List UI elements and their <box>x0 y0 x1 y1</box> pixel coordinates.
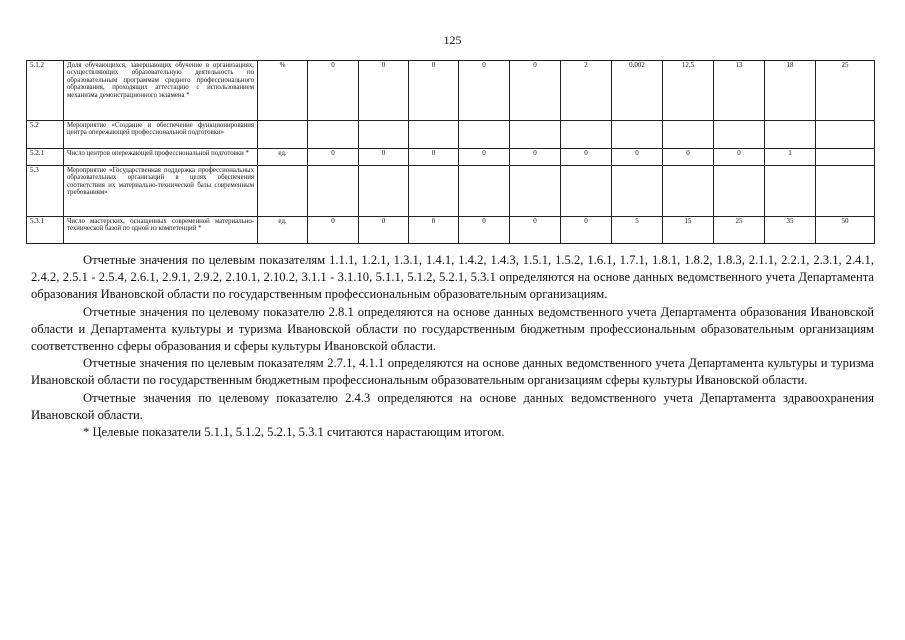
row-value-10: 1 <box>765 149 816 166</box>
row-value-9: 0 <box>714 149 765 166</box>
row-value-6 <box>561 121 612 149</box>
row-name: Мероприятие «Создание и обеспечение функционирования центра опережающей профессиональной подготовки» <box>64 121 258 149</box>
row-value-8: 12,5 <box>663 61 714 121</box>
row-unit: ед. <box>258 149 308 166</box>
note-paragraph-1: Отчетные значения по целевым показателям 1.1.1, 1.2.1, 1.3.1, 1.4.1, 1.4.2, 1.4.3, 1.5.1, 1.5.2, 1.6.1, 1.7.1, 1.8.1, 1.8.2, 1.8.3, 2.1.1, 2.2.1, 2.3.1, 2.4.1, 2.4.2, 2.5.1 - 2.5.4, 2.6.1, 2.9.1, 2.9.2, 2.10.1, 2.10.2, 3.1.1 - 3.1.10, 5.1.1, 5.1.2, 5.2.1, 5.3.1 определяются на основе данных ведомственного учета Департамента образования Ивановской области по государственным профессиональным образовательным организациям. <box>31 253 874 302</box>
row-value-2 <box>359 166 409 217</box>
row-value-7: 0 <box>612 149 663 166</box>
row-value-9: 13 <box>714 61 765 121</box>
row-value-2: 0 <box>359 149 409 166</box>
row-name: Число мастерских, оснащенных современной материально-технической базой по одной из компетенций * <box>64 217 258 244</box>
row-value-11 <box>816 166 875 217</box>
table-row <box>27 121 905 149</box>
row-value-5: 0 <box>510 217 561 244</box>
row-value-11: 25 <box>816 61 875 121</box>
row-unit <box>258 121 308 149</box>
row-name: Мероприятие «Государственная поддержка профессиональных образовательных организаций в целях обеспечения соответствия их материально-технической базы современным требованиям» <box>64 166 258 217</box>
row-value-11: 50 <box>816 217 875 244</box>
row-value-4: 0 <box>459 217 510 244</box>
row-value-5: 0 <box>510 149 561 166</box>
row-value-3: 0 <box>409 217 459 244</box>
row-code: 5.2.1 <box>27 149 64 166</box>
row-value-8: 0 <box>663 149 714 166</box>
indicator-table <box>26 60 905 244</box>
row-unit: ед. <box>258 217 308 244</box>
row-value-6: 0 <box>561 149 612 166</box>
page-number: 125 <box>443 33 462 47</box>
row-code: 5.3 <box>27 166 64 217</box>
table-row <box>27 149 905 166</box>
notes-text <box>31 252 874 441</box>
row-value-4 <box>459 121 510 149</box>
row-value-8 <box>663 121 714 149</box>
row-value-2: 0 <box>359 61 409 121</box>
row-code: 5.2 <box>27 121 64 149</box>
row-value-5 <box>510 166 561 217</box>
row-value-11 <box>816 149 875 166</box>
table-row <box>27 61 905 121</box>
row-value-3 <box>409 166 459 217</box>
row-name: Доля обучающихся, завершающих обучение в организациях, осуществляющих образовательную деятельность по образовательным программам среднего профессионального образования, проходящих аттестацию с использованием механизма демонстрационного экзамена * <box>64 61 258 121</box>
row-value-10: 18 <box>765 61 816 121</box>
row-value-7: 5 <box>612 217 663 244</box>
row-value-7 <box>612 166 663 217</box>
row-value-6: 0 <box>561 217 612 244</box>
row-value-11 <box>816 121 875 149</box>
row-value-3: 0 <box>409 149 459 166</box>
row-code: 5.1.2 <box>27 61 64 121</box>
row-value-9: 25 <box>714 217 765 244</box>
row-value-4: 0 <box>459 61 510 121</box>
row-unit: % <box>258 61 308 121</box>
row-value-8: 15 <box>663 217 714 244</box>
row-value-9 <box>714 121 765 149</box>
row-value-3: 0 <box>409 61 459 121</box>
row-value-10 <box>765 166 816 217</box>
row-value-5 <box>510 121 561 149</box>
row-value-5: 0 <box>510 61 561 121</box>
footnote: * Целевые показатели 5.1.1, 5.1.2, 5.2.1, 5.3.1 считаются нарастающим итогом. <box>83 425 505 440</box>
row-value-3 <box>409 121 459 149</box>
row-value-1 <box>308 121 359 149</box>
row-value-1: 0 <box>308 217 359 244</box>
row-value-8 <box>663 166 714 217</box>
row-value-7 <box>612 121 663 149</box>
row-value-1 <box>308 166 359 217</box>
table-row <box>27 217 905 244</box>
row-name: Число центров опережающей профессиональной подготовки * <box>64 149 258 166</box>
row-value-2: 0 <box>359 217 409 244</box>
row-value-6 <box>561 166 612 217</box>
row-value-9 <box>714 166 765 217</box>
row-value-1: 0 <box>308 149 359 166</box>
row-value-10: 35 <box>765 217 816 244</box>
row-value-10 <box>765 121 816 149</box>
row-value-4: 0 <box>459 149 510 166</box>
row-value-6: 2 <box>561 61 612 121</box>
row-value-4 <box>459 166 510 217</box>
note-paragraph-2: Отчетные значения по целевому показателю 2.8.1 определяются на основе данных ведомственного учета Департамента образования Ивановской области и Департамента культуры и туризма Ивановской области по государственным бюджетным профессиональным образовательным организациям соответственно сферы образования и сферы культуры Ивановской области. <box>31 304 874 354</box>
row-value-1: 0 <box>308 61 359 121</box>
table-row <box>27 166 905 217</box>
row-unit <box>258 166 308 217</box>
note-paragraph-3: Отчетные значения по целевым показателям 2.7.1, 4.1.1 определяются на основе данных ведомственного учета Департамента культуры и туризма Ивановской области по государственным бюджетным профессиональным образовательным организациям сферы культуры Ивановской области. <box>31 356 874 388</box>
row-value-7: 0,002 <box>612 61 663 121</box>
row-code: 5.3.1 <box>27 217 64 244</box>
row-value-2 <box>359 121 409 149</box>
note-paragraph-4: Отчетные значения по целевому показателю 2.4.3 определяются на основе данных ведомственного учета Департамента здравоохранения Ивановской области. <box>31 390 874 422</box>
